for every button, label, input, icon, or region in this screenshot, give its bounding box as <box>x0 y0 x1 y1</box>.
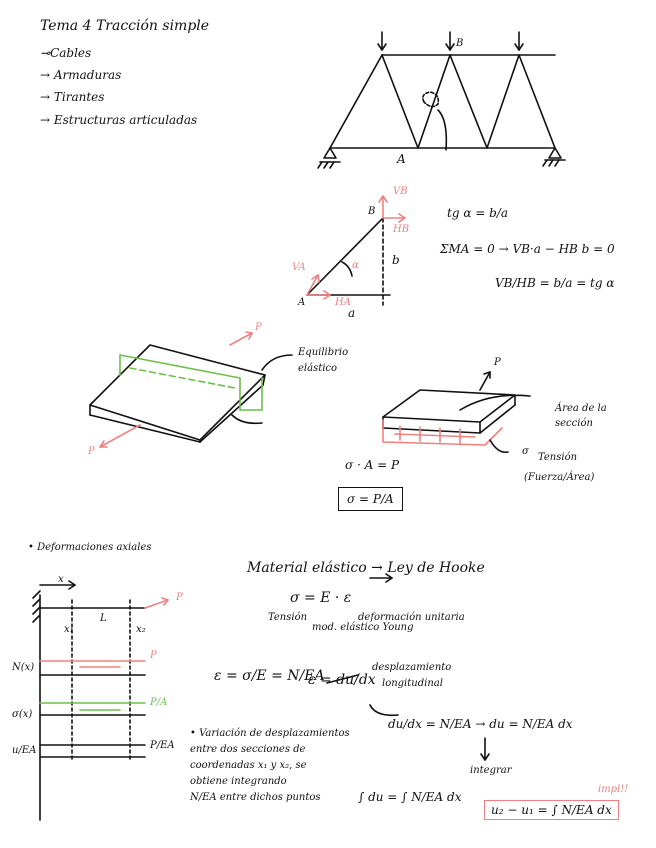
hooke-equation: σ = E · ε <box>290 590 352 606</box>
variation-text-2: entre dos secciones de <box>190 744 306 755</box>
sigma-symbol: σ <box>522 446 529 457</box>
a-length-label: a <box>348 306 356 320</box>
strain-stress-equation: ε = σ/E = N/EA <box>214 668 325 684</box>
displacement-result-box: u₂ − u₁ = ∫ N/EA dx <box>484 800 619 820</box>
bar-x1-label: x₁ <box>64 624 74 635</box>
moment-equation: ΣMA = 0 → VB·a − HB b = 0 <box>440 242 615 256</box>
row-label-stress: σ(x) <box>12 709 33 720</box>
ratio-equation: VB/HB = b/a = tg α <box>495 276 615 290</box>
ha-label: HA <box>335 297 351 308</box>
alpha-label: α <box>352 260 359 271</box>
equilibrium-label-2: elástico <box>298 363 338 374</box>
row-label-displacement: u/EA <box>12 745 37 756</box>
force-p-label-left: P <box>88 446 95 457</box>
hb-label: HB <box>393 224 410 235</box>
force-p-label-small: P <box>494 357 501 368</box>
integral-equation: ∫ du = ∫ N/EA dx <box>358 790 462 804</box>
b-length-label: b <box>392 253 400 267</box>
row-value-stress: P/A <box>150 697 168 708</box>
force-equation: σ · A = P <box>345 458 400 472</box>
vb-label: VB <box>393 186 408 197</box>
topic-item-tirantes: → Tirantes <box>40 90 105 104</box>
topic-item-cables: ⊸Cables <box>40 46 92 60</box>
bar-force-label: P <box>176 592 183 603</box>
variation-text-1: • Variación de desplazamientos <box>190 728 350 739</box>
important-note: impl!! <box>598 784 629 795</box>
variation-text-5: N/EA entre dichos puntos <box>190 792 321 803</box>
va-label: VA <box>292 262 306 273</box>
bar-x-label: x <box>58 574 64 585</box>
tangent-equation: tg α = b/a <box>447 206 508 220</box>
du-dx-equation: du/dx = N/EA → du = N/EA dx <box>388 717 573 731</box>
topic-item-estructuras: → Estructuras articuladas <box>40 113 198 127</box>
topic-item-armaduras: → Armaduras <box>40 68 122 82</box>
row-value-normal: P <box>150 650 157 661</box>
loaded-plate-diagram <box>90 332 292 447</box>
hooke-note-tension: Tensión <box>268 612 308 623</box>
tension-label-2: (Fuerza/Área) <box>524 472 595 483</box>
equilibrium-label-1: Equilibrio <box>298 347 349 358</box>
hooke-note-modulus: mod. elástico Young <box>312 622 414 633</box>
force-p-label-right: P <box>255 322 262 333</box>
integrate-label: integrar <box>470 765 512 776</box>
cut-section-diagram <box>383 372 530 452</box>
truss-label-a: A <box>397 152 406 166</box>
variation-text-4: obtiene integrando <box>190 776 287 787</box>
row-value-displacement: P/EA <box>150 740 175 751</box>
variation-text-3: coordenadas x₁ y x₂, se <box>190 760 307 771</box>
node-equilibrium-diagram <box>307 196 405 305</box>
area-label-1: Área de la <box>555 403 607 414</box>
bar-x2-label: x₂ <box>136 624 146 635</box>
stress-formula-box: σ = P/A <box>338 487 403 511</box>
section-heading: • Deformaciones axiales <box>28 542 152 553</box>
truss-diagram <box>318 32 565 168</box>
page-title: Tema 4 Tracción simple <box>40 18 210 34</box>
row-label-normal: N(x) <box>12 662 35 673</box>
hooke-note-strain: deformación unitaria <box>358 612 465 623</box>
material-hooke: Material elástico → Ley de Hooke <box>247 560 485 576</box>
truss-label-b: B <box>456 38 464 49</box>
displacement-label-1: desplazamiento <box>372 662 452 673</box>
bar-length-label: L <box>100 613 107 624</box>
tension-label-1: Tensión <box>538 452 578 463</box>
displacement-label-2: longitudinal <box>382 678 443 689</box>
node-b-label: B <box>368 206 376 217</box>
strain-derivative-equation: ε = du/dx <box>308 672 376 688</box>
node-a-label: A <box>298 297 306 308</box>
area-label-2: sección <box>555 418 593 429</box>
